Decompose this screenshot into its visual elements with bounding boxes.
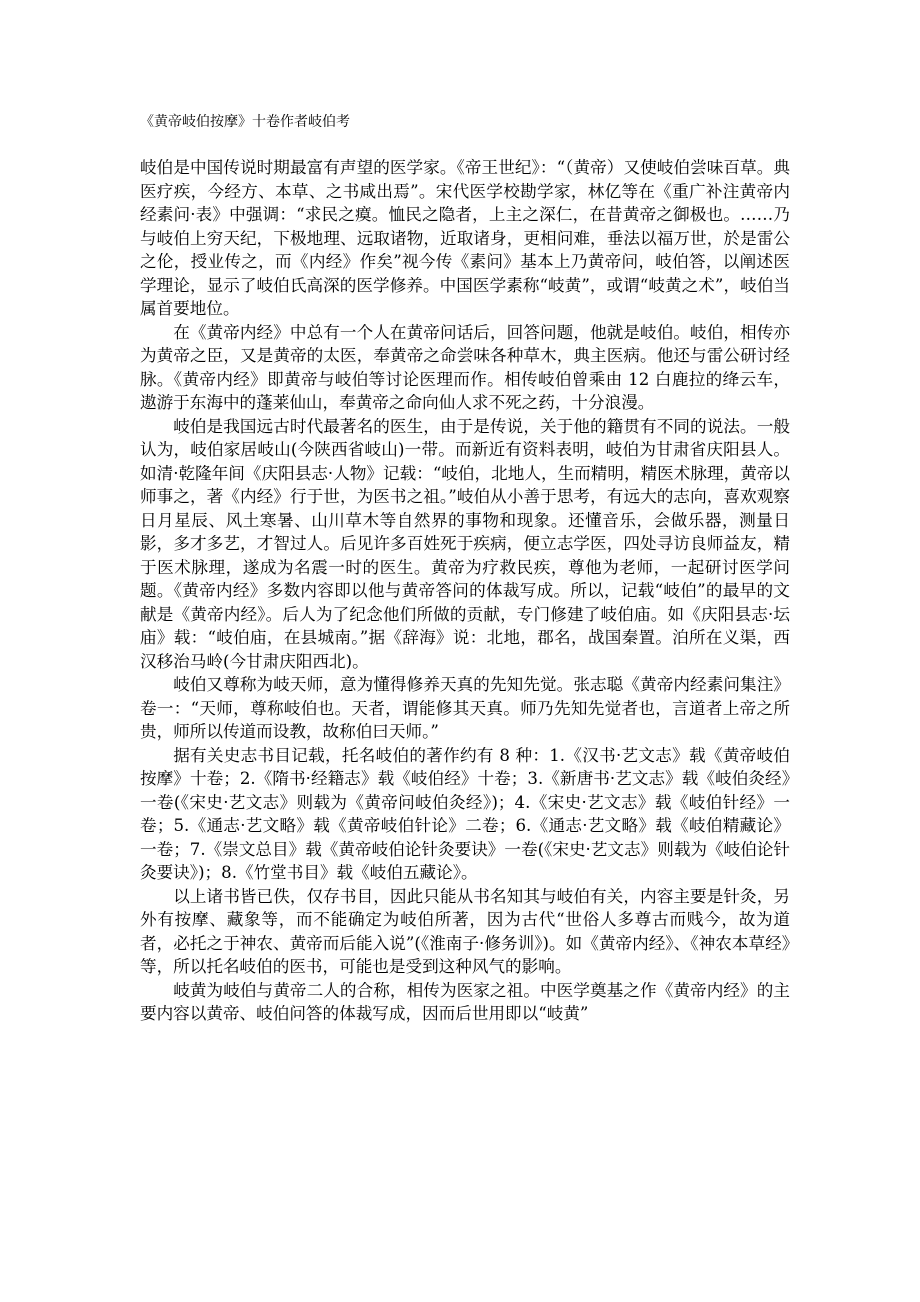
document-title: 《黄帝岐伯按摩》十卷作者岐伯考 xyxy=(140,114,350,130)
paragraph-tianshi: 岐伯又尊称为岐天师，意为懂得修养天真的先知先觉。张志聪《黄帝内经素问集注》卷一：“天师，尊称岐伯也。天者，谓能修其天真。师乃先知先觉者也，言道者上帝之所贵，师所以传道而设教，故称伯曰天师。” xyxy=(140,675,790,741)
paragraph-works: 据有关史志书目记载，托名岐伯的著作约有 8 种：1.《汉书·艺文志》载《黄帝岐伯按摩》十卷；2.《隋书·经籍志》载《岐伯经》十卷；3.《新唐书·艺文志》载《岐伯灸经》一卷(《宋史·艺文志》则载为《黄帝问岐伯灸经》)；4.《宋史·艺文志》载《岐伯针经》一卷；5.《通志·艺文略》载《黄帝岐伯针论》二卷；6.《通志·艺文略》载《岐伯精藏论》一卷；7.《崇文总目》载《黄帝岐伯论针灸要诀》一卷(《宋史·艺文志》则载为《岐伯论针灸要诀》)；8.《竹堂书目》载《岐伯五藏论》。 xyxy=(140,745,790,882)
paragraph-intro: 岐伯是中国传说时期最富有声望的医学家。《帝王世纪》：“（黄帝）又使岐伯尝味百草。典医疗疾，今经方、本草、之书咸出焉”。宋代医学校勘学家，林亿等在《重广补注黄帝内经素问·表》中强调：“求民之瘼。恤民之隐者，上主之深仁，在昔黄帝之御极也。……乃与岐伯上穷天纪，下极地理、远取诸物，近取诸身，更相问难，垂法以福万世，於是雷公之伦，授业传之，而《内经》作矣”视今传《素问》基本上乃黄帝问，岐伯答，以阐述医学理论，显示了岐伯氏高深的医学修养。中国医学素称“岐黄”，或谓“岐黄之术”，岐伯当属首要地位。 xyxy=(140,158,790,318)
paragraph-neijing: 在《黄帝内经》中总有一个人在黄帝问话后，回答问题，他就是岐伯。岐伯，相传亦为黄帝之臣，又是黄帝的太医，奉黄帝之命尝味各种草木，典主医病。他还与雷公研讨经脉。《黄帝内经》即黄帝与岐伯等讨论医理而作。相传岐伯曾乘由 12 白鹿拉的绛云车，遨游于东海中的蓬莱仙山，奉黄帝之命向仙人求不死之药，十分浪漫。 xyxy=(140,322,790,412)
document-body xyxy=(140,156,790,1026)
paragraph-origin: 岐伯是我国远古时代最著名的医生，由于是传说，关于他的籍贯有不同的说法。一般认为，岐伯家居岐山(今陕西省岐山)一带。而新近有资料表明，岐伯为甘肃省庆阳县人。如清·乾隆年间《庆阳县志·人物》记载：“岐伯，北地人，生而精明，精医术脉理，黄帝以师事之，著《内经》行于世，为医书之祖。”岐伯从小善于思考，有远大的志向，喜欢观察日月星辰、风土寒暑、山川草木等自然界的事物和现象。还懂音乐，会做乐器，测量日影，多才多艺，才智过人。后见许多百姓死于疾病，便立志学医，四处寻访良师益友，精于医术脉理，遂成为名震一时的医生。黄帝为疗救民疾，尊他为老师，一起研讨医学问题。《黄帝内经》多数内容即以他与黄帝答问的体裁写成。所以，记载“岐伯”的最早的文献是《黄帝内经》。后人为了纪念他们所做的贡献，专门修建了岐伯庙。如《庆阳县志·坛庙》载：“岐伯庙，在县城南。”据《辞海》说：北地，郡名，战国秦置。泊所在义渠，西汉移治马岭(今甘肃庆阳西北)。 xyxy=(140,416,790,671)
paragraph-qihuang: 岐黄为岐伯与黄帝二人的合称，相传为医家之祖。中医学奠基之作《黄帝内经》的主要内容以黄帝、岐伯问答的体裁写成，因而后世用即以“岐黄” xyxy=(140,980,790,1023)
paragraph-lost-books: 以上诸书皆已佚，仅存书目，因此只能从书名知其与岐伯有关，内容主要是针灸，另外有按摩、藏象等，而不能确定为岐伯所著，因为古代“世俗人多尊古而贱今，故为道者，必托之于神农、黄帝而后能入说”(《淮南子·修务训》)。如《黄帝内经》、《神农本草经》等，所以托名岐伯的医书，可能也是受到这种风气的影响。 xyxy=(140,886,790,976)
